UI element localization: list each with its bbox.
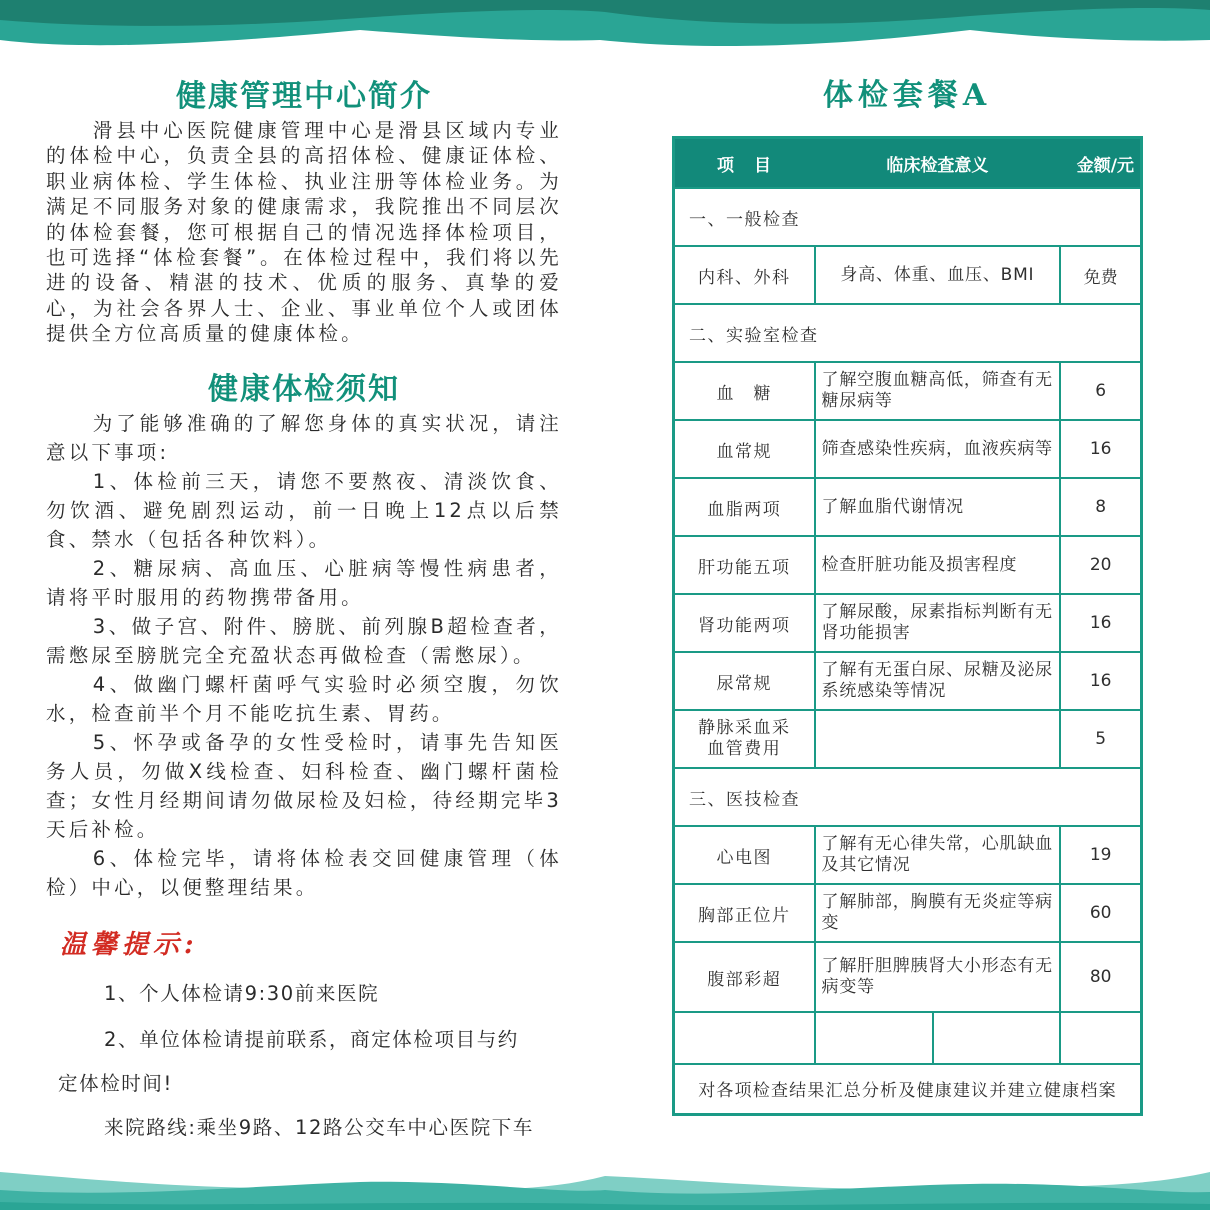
notice-item: 3、做子宫、附件、膀胱、前列腺B超检查者，需憋尿至膀胱完全充盈状态再做检查（需憋尿）。 [46,614,562,667]
table-row [674,420,1142,478]
item-cell: 静脉采血采血管费用 [674,710,815,768]
price-cell: 16 [1060,420,1141,478]
intro-title: 健康管理中心简介 [176,79,432,114]
item-cell: 血脂两项 [674,478,815,536]
price-cell: 免费 [1060,246,1141,304]
empty-cell [1060,1012,1141,1064]
notice-item: 4、做幽门螺杆菌呼气实验时必须空腹，勿饮水，检查前半个月不能吃抗生素、胃药。 [46,672,562,725]
item-cell: 腹部彩超 [674,942,815,1012]
empty-row [674,1012,1142,1064]
meaning-cell: 身高、体重、血压、BMI [815,246,1061,304]
meaning-cell: 了解肺部，胸膜有无炎症等病变 [815,884,1061,942]
meaning-cell: 了解肝胆脾胰肾大小形态有无病变等 [815,942,1061,1012]
meaning-cell: 了解有无心律失常，心肌缺血及其它情况 [815,826,1061,884]
meaning-cell [815,710,1061,768]
notice-lead: 为了能够准确的了解您身体的真实状况，请注意以下事项: [46,411,562,464]
header-price: 金额/元 [1060,138,1141,189]
summary-cell: 对各项检查结果汇总分析及健康建议并建立健康档案 [674,1064,1142,1114]
meaning-cell: 了解血脂代谢情况 [815,478,1061,536]
price-cell: 20 [1060,536,1141,594]
notice-list [46,409,562,902]
meaning-cell: 检查肝脏功能及损害程度 [815,536,1061,594]
section-general: 一、一般检查 [674,188,1142,246]
section-tech: 三、医技检查 [674,768,1142,826]
item-cell: 肝功能五项 [674,536,815,594]
meaning-cell: 筛查感染性疾病，血液疾病等 [815,420,1061,478]
price-cell: 19 [1060,826,1141,884]
table-row [674,246,1142,304]
table-row [674,536,1142,594]
table-row [674,594,1142,652]
section-lab: 二、实验室检查 [674,304,1142,362]
table-row [674,826,1142,884]
bottom-wave-decoration [0,1150,1210,1210]
summary-row [674,1064,1142,1114]
item-cell: 内科、外科 [674,246,815,304]
package-title: 体检套餐A [822,78,992,113]
item-cell: 血常规 [674,420,815,478]
item-cell: 肾功能两项 [674,594,815,652]
price-cell: 60 [1060,884,1141,942]
left-panel [46,72,562,902]
table-row [674,942,1142,1012]
table-row [674,362,1142,420]
table-header-row [674,138,1142,189]
item-cell: 胸部正位片 [674,884,815,942]
price-cell: 16 [1060,594,1141,652]
empty-cell [674,1012,815,1064]
notice-title: 健康体检须知 [208,371,400,407]
section-row [674,304,1142,362]
notice-item: 1、体检前三天，请您不要熬夜、清淡饮食、勿饮酒、避免剧烈运动，前一日晚上12点以后禁食、禁水（包括各种饮料）。 [46,469,562,551]
table-row [674,710,1142,768]
notice-item: 5、怀孕或备孕的女性受检时，请事先告知医务人员，勿做X线检查、妇科检查、幽门螺杆菌检查；女性月经期间请勿做尿检及妇检，待经期完毕3天后补检。 [46,730,562,841]
notice-item: 2、糖尿病、高血压、心脏病等慢性病患者，请将平时服用的药物携带备用。 [46,556,562,609]
price-cell: 16 [1060,652,1141,710]
table-row [674,652,1142,710]
empty-cell [815,1012,934,1064]
section-row [674,768,1142,826]
empty-cell [933,1012,1060,1064]
price-cell: 6 [1060,362,1141,420]
meaning-cell: 了解有无蛋白尿、尿糖及泌尿系统感染等情况 [815,652,1061,710]
tip-line-2: 2、单位体检请提前联系，商定体检项目与约 [104,1028,519,1051]
header-meaning: 临床检查意义 [815,138,1061,189]
meaning-cell: 了解尿酸，尿素指标判断有无肾功能损害 [815,594,1061,652]
section-row [674,188,1142,246]
package-table [672,136,1143,1116]
price-cell: 80 [1060,942,1141,1012]
tip-route: 来院路线:乘坐9路、12路公交车中心医院下车 [104,1116,534,1139]
meaning-cell: 了解空腹血糖高低，筛查有无糖尿病等 [815,362,1061,420]
item-cell: 尿常规 [674,652,815,710]
tip-line-1: 1、个人体检请9:30前来医院 [104,982,380,1005]
table-row [674,478,1142,536]
tips-title: 温馨提示: [60,930,199,960]
item-cell: 血 糖 [674,362,815,420]
intro-body: 滑县中心医院健康管理中心是滑县区域内专业的体检中心，负责全县的高招体检、健康证体检、职业病体检、学生体检、执业注册等体检业务。为满足不同服务对象的健康需求，我院推出不同层次的体检套餐，您可根据自己的情况选择体检项目，也可选择“体检套餐”。在体检过程中，我们将以先进的设备、精湛的技术、优质的服务、真挚的爱心，为社会各界人士、企业、事业单位个人或团体提供全方位高质量的健康体检。 [46,119,562,346]
tip-line-2-cont: 定体检时间! [58,1072,173,1095]
header-item: 项 目 [674,138,815,189]
price-cell: 5 [1060,710,1141,768]
table-row [674,884,1142,942]
price-cell: 8 [1060,478,1141,536]
notice-item: 6、体检完毕，请将体检表交回健康管理（体检）中心，以便整理结果。 [46,846,562,899]
item-cell: 心电图 [674,826,815,884]
top-wave-decoration [0,0,1210,60]
